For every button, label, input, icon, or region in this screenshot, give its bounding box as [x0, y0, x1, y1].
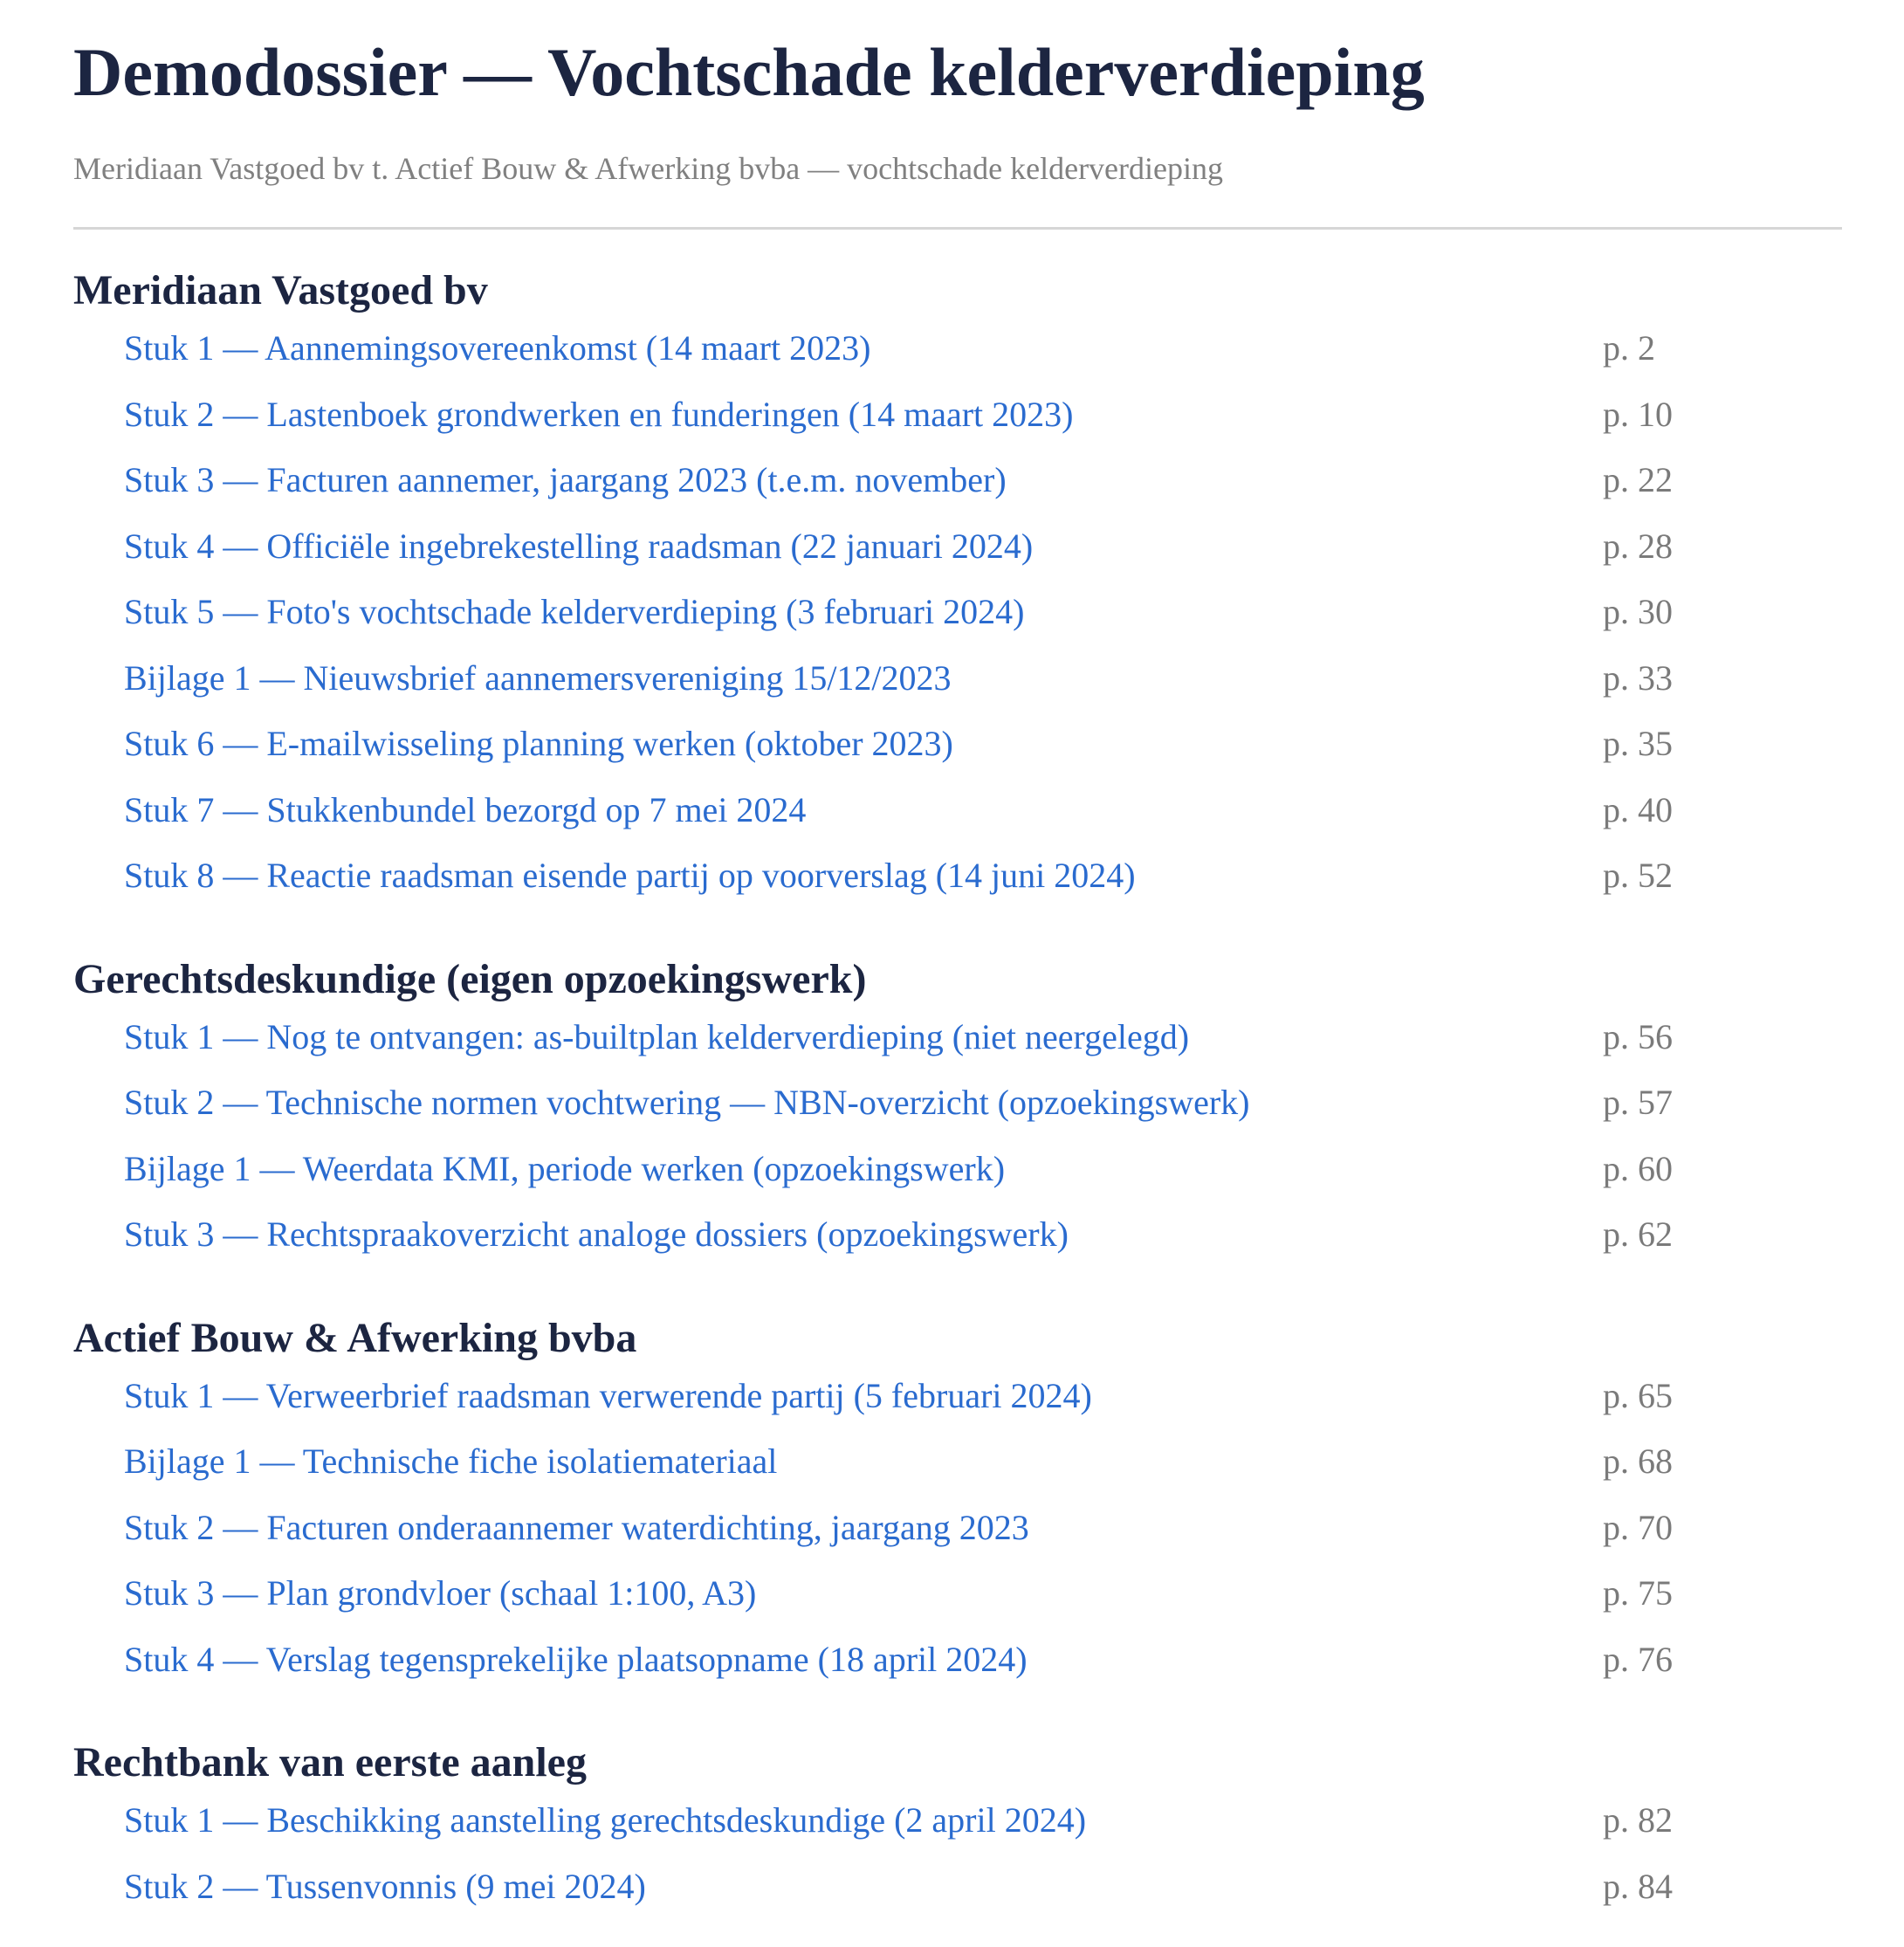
entry-page-number: p. 52: [1603, 856, 1673, 895]
entry-page-number: p. 82: [1603, 1800, 1673, 1840]
section-heading: Rechtbank van eerste aanleg: [73, 1739, 587, 1785]
entry-list: [73, 1800, 1831, 1932]
entry-link[interactable]: Stuk 3 — Plan grondvloer (schaal 1:100, A3): [124, 1573, 757, 1613]
toc-entry: [73, 1800, 1831, 1867]
entry-page-number: p. 10: [1603, 394, 1673, 434]
entry-page-number: p. 60: [1603, 1148, 1673, 1188]
entry-link[interactable]: Stuk 1 — Beschikking aanstelling gerechtsdeskundige (2 april 2024): [124, 1800, 1087, 1840]
entry-page-number: p. 22: [1603, 460, 1673, 499]
entry-link[interactable]: Stuk 3 — Facturen aannemer, jaargang 2023 (t.e.m. november): [124, 460, 1007, 499]
section-meridiaan-vastgoed: [73, 266, 1831, 922]
entry-page-number: p. 57: [1603, 1083, 1673, 1122]
entry-page-number: p. 28: [1603, 526, 1673, 566]
toc-entry: [73, 1441, 1831, 1508]
divider: [73, 227, 1842, 230]
entry-list: [73, 1017, 1831, 1281]
entry-page-number: p. 75: [1603, 1573, 1673, 1613]
toc-entry: [73, 658, 1831, 725]
entry-page-number: p. 56: [1603, 1016, 1673, 1056]
entry-link[interactable]: Bijlage 1 — Technische fiche isolatiemateriaal: [124, 1441, 778, 1481]
entry-page-number: p. 2: [1603, 328, 1655, 368]
toc-entry: [73, 395, 1831, 461]
table-of-contents: [73, 266, 1831, 1932]
page-subtitle: Meridiaan Vastgoed bv t. Actief Bouw & Afwerking bvba — vochtschade kelderverdieping: [73, 151, 1224, 186]
entry-link[interactable]: Bijlage 1 — Weerdata KMI, periode werken (opzoekingswerk): [124, 1148, 1006, 1188]
section-rechtbank: [73, 1738, 1831, 1932]
section-gerechtsdeskundige: [73, 955, 1831, 1281]
section-heading: Gerechtsdeskundige (eigen opzoekingswerk): [73, 955, 867, 1002]
section-actief-bouw: [73, 1314, 1831, 1706]
toc-entry: [73, 724, 1831, 790]
entry-link[interactable]: Stuk 4 — Officiële ingebrekestelling raadsman (22 januari 2024): [124, 526, 1034, 566]
entry-link[interactable]: Stuk 2 — Facturen onderaannemer waterdichting, jaargang 2023: [124, 1507, 1029, 1547]
toc-entry: [73, 1508, 1831, 1574]
entry-list: [73, 328, 1831, 922]
toc-entry: [73, 1017, 1831, 1084]
entry-page-number: p. 35: [1603, 724, 1673, 763]
entry-page-number: p. 33: [1603, 657, 1673, 698]
entry-link[interactable]: Stuk 2 — Tussenvonnis (9 mei 2024): [124, 1866, 646, 1906]
entry-page-number: p. 70: [1603, 1507, 1673, 1547]
entry-link[interactable]: Stuk 2 — Lastenboek grondwerken en funderingen (14 maart 2023): [124, 394, 1074, 434]
entry-list: [73, 1376, 1831, 1706]
toc-entry: [73, 790, 1831, 857]
section-heading: Meridiaan Vastgoed bv: [73, 267, 488, 313]
entry-link[interactable]: Stuk 5 — Foto's vochtschade kelderverdieping (3 februari 2024): [124, 592, 1025, 631]
entry-page-number: p. 84: [1603, 1866, 1673, 1906]
toc-entry: [73, 1867, 1831, 1933]
toc-entry: [73, 328, 1831, 395]
toc-entry: [73, 1214, 1831, 1281]
entry-link[interactable]: Stuk 1 — Nog te ontvangen: as-builtplan kelderverdieping (niet neergelegd): [124, 1016, 1190, 1056]
entry-link[interactable]: Stuk 7 — Stukkenbundel bezorgd op 7 mei 2024: [124, 789, 807, 829]
entry-link[interactable]: Stuk 1 — Verweerbrief raadsman verwerende partij (5 februari 2024): [124, 1375, 1092, 1415]
toc-entry: [73, 1640, 1831, 1706]
toc-entry: [73, 1083, 1831, 1149]
entry-page-number: p. 62: [1603, 1214, 1673, 1254]
entry-link[interactable]: Stuk 2 — Technische normen vochtwering — NBN-overzicht (opzoekingswerk): [124, 1083, 1250, 1122]
toc-entry: [73, 1149, 1831, 1215]
entry-link[interactable]: Stuk 8 — Reactie raadsman eisende partij op voorverslag (14 juni 2024): [124, 856, 1136, 895]
entry-link[interactable]: Bijlage 1 — Nieuwsbrief aannemersvereniging 15/12/2023: [124, 657, 952, 698]
entry-page-number: p. 30: [1603, 592, 1673, 631]
entry-link[interactable]: Stuk 1 — Aannemingsovereenkomst (14 maart 2023): [124, 328, 871, 368]
toc-entry: [73, 592, 1831, 658]
entry-link[interactable]: Stuk 4 — Verslag tegensprekelijke plaatsopname (18 april 2024): [124, 1639, 1028, 1679]
toc-entry: [73, 1573, 1831, 1640]
entry-page-number: p. 40: [1603, 789, 1673, 829]
toc-entry: [73, 856, 1831, 922]
entry-page-number: p. 68: [1603, 1441, 1673, 1481]
entry-link[interactable]: Stuk 3 — Rechtspraakoverzicht analoge dossiers (opzoekingswerk): [124, 1214, 1069, 1254]
section-heading: Actief Bouw & Afwerking bvba: [73, 1314, 637, 1361]
entry-page-number: p. 76: [1603, 1639, 1673, 1679]
toc-entry: [73, 1376, 1831, 1442]
toc-entry: [73, 526, 1831, 593]
page-title: Demodossier — Vochtschade kelderverdieping: [73, 34, 1425, 110]
entry-page-number: p. 65: [1603, 1375, 1673, 1415]
entry-link[interactable]: Stuk 6 — E-mailwisseling planning werken (oktober 2023): [124, 724, 953, 763]
toc-entry: [73, 460, 1831, 526]
